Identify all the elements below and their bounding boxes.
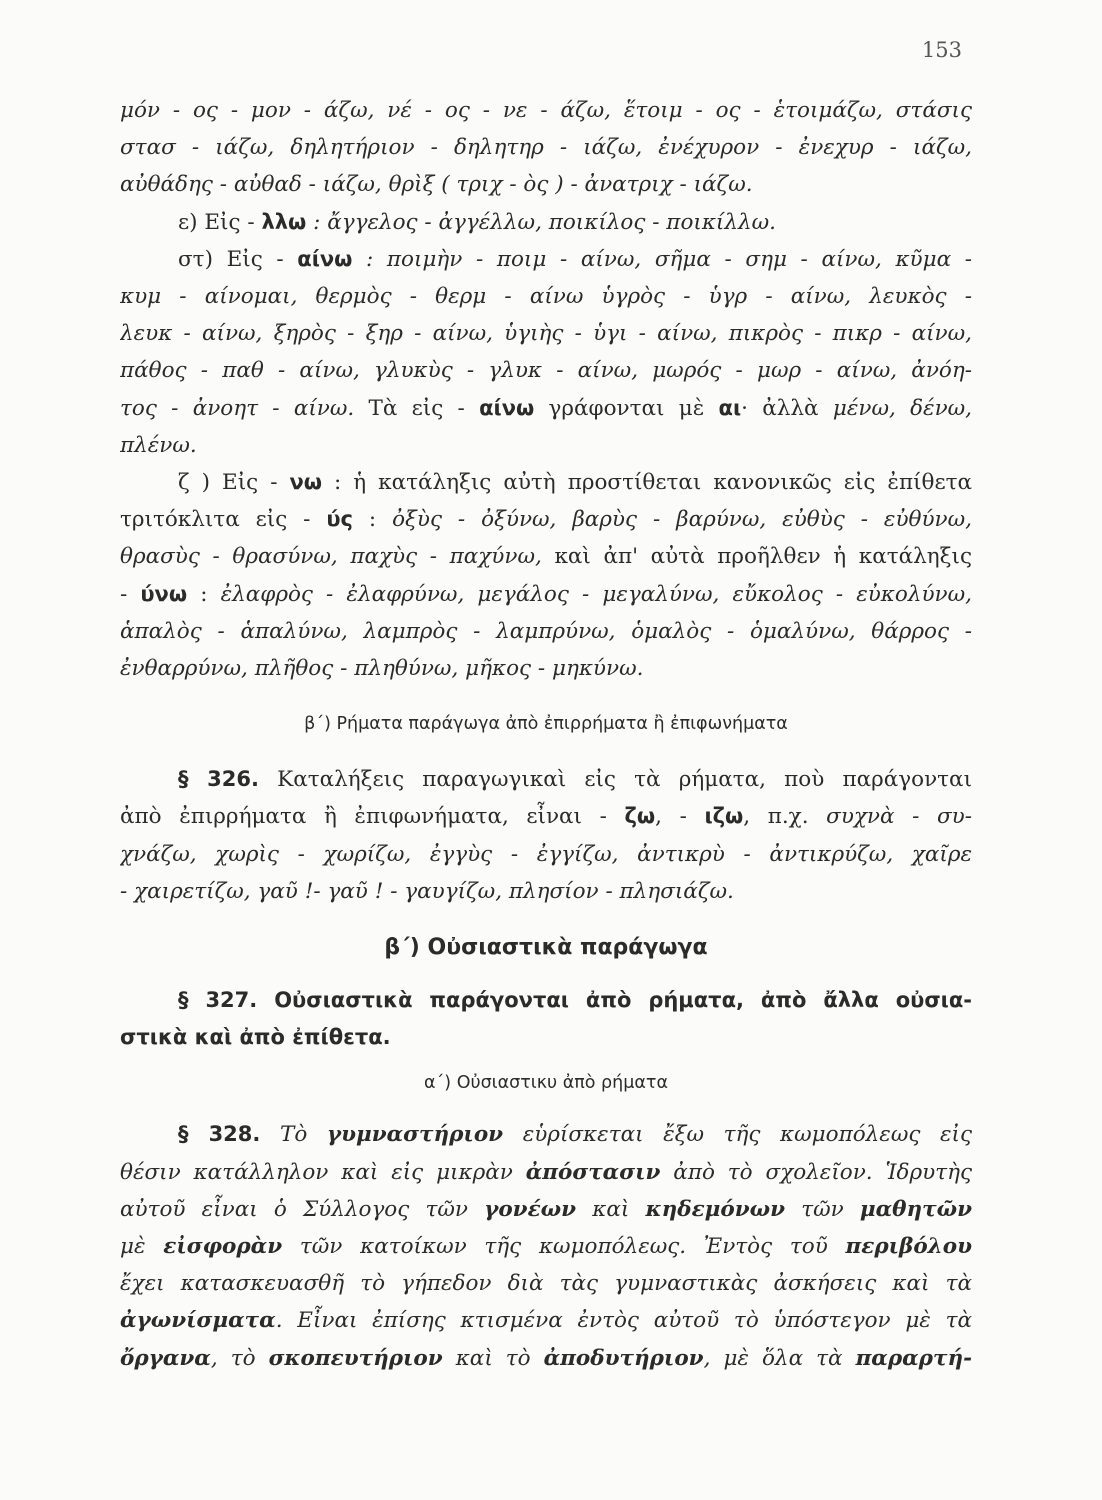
- bold-suffix: αίνω: [479, 395, 535, 420]
- text-span: τος - ἀνοητ - αίνω.: [120, 395, 355, 421]
- text-span: , μὲ ὅλα τὰ: [703, 1345, 856, 1371]
- text-line: [120, 982, 972, 1019]
- text-line: [120, 390, 972, 427]
- text-span: θέσιν κατάλληλον καὶ εἰς μικρὰν: [120, 1159, 526, 1185]
- paragraph-number: § 327.: [178, 988, 258, 1013]
- text-span: ζ ) Εἰς -: [178, 470, 290, 496]
- paragraph-327: [120, 982, 972, 1056]
- text-span: στ) Εἰς -: [178, 246, 298, 272]
- text-span: μὲ: [120, 1234, 164, 1260]
- text-span: -: [120, 581, 141, 607]
- bold-suffix: νω: [289, 470, 323, 495]
- bold-suffix: αίνω: [297, 246, 353, 271]
- text-line: χνάζω, χωρὶς - χωρίζω, ἐγγὺς - ἐγγίζω, ἀντικρὺ - ἀντικρύζω, χαῖρε: [120, 841, 972, 867]
- text-span: : ἄγγελος - ἀγγέλλω, ποικίλος - ποικίλλω.: [306, 209, 776, 235]
- text-span: · ἀλλὰ: [741, 395, 833, 421]
- text-span: ἀπὸ τὸ σχολεῖον. Ἱδρυτὴς: [660, 1159, 972, 1185]
- text-span: ὀξὺς - ὀξύνω, βαρὺς - βαρύνω, εὐθὺς - εὐθύνω,: [392, 507, 972, 533]
- text-line: μόν - ος - μον - άζω, νέ - ος - νε - άζω, ἕτοιμ - ος - ἑτοιμάζω, στάσις: [120, 98, 972, 123]
- paragraph-326: [120, 761, 972, 910]
- bold-suffix: ύνω: [140, 581, 188, 606]
- bold-term: γυμναστήριον: [326, 1122, 504, 1148]
- text-line: [120, 1302, 972, 1339]
- text-line: [120, 464, 972, 501]
- text-span: μένω, δένω,: [832, 395, 972, 421]
- text-span: Τὰ εἰς -: [354, 395, 480, 421]
- text-line: ἐνθαρρύνω, πλῆθος - πληθύνω, μῆκος - μηκύνω.: [120, 656, 644, 682]
- text-line: πάθος - παθ - αίνω, γλυκὺς - γλυκ - αίνω, μωρός - μωρ - αίνω, ἀνόη-: [120, 358, 972, 384]
- bold-term: γονέων: [484, 1196, 577, 1222]
- text-span: τῶν: [785, 1196, 860, 1222]
- bold-suffix: λλω: [261, 209, 307, 234]
- text-line: αὐθάδης - αὐθαδ - ιάζω, θρὶξ ( τριχ - ὸς ) - ἀνατριχ - ιάζω.: [120, 172, 753, 198]
- text-span: τριτόκλιτα εἰς -: [120, 507, 327, 533]
- text-line: στικὰ καὶ ἀπὸ ἐπίθετα.: [120, 1025, 391, 1050]
- text-span: Τὸ: [260, 1122, 327, 1148]
- bold-term: περιβόλου: [845, 1234, 972, 1260]
- text-line: ἔχει κατασκευασθῆ τὸ γήπεδον διὰ τὰς γυμναστικὰς ἀσκήσεις καὶ τὰ: [120, 1271, 972, 1297]
- paragraph-number: § 326.: [178, 767, 259, 792]
- text-span: θρασὺς - θρασύνω, παχὺς - παχύνω,: [120, 544, 542, 570]
- text-span: τῶν κατοίκων τῆς κωμοπόλεως. Ἐντὸς τοῦ: [282, 1234, 846, 1260]
- text-line: [120, 1340, 972, 1377]
- bold-term: εἰσφορὰν: [163, 1234, 283, 1260]
- section-heading-beta-verbs: β΄) Ρήματα παράγωγα ἀπὸ ἐπιρρήματα ἢ ἐπιφωνήματα: [304, 714, 788, 735]
- text-line: - χαιρετίζω, γαῦ !- γαῦ ! - γαυγίζω, πλησίον - πλησιάζω.: [120, 878, 734, 904]
- text-line: [120, 1154, 972, 1191]
- text-span: καὶ ἀπ' αὐτὰ προῆλθεν ἡ κατάληξις: [541, 544, 972, 570]
- text-span: :: [187, 581, 221, 607]
- text-span: γράφονται μὲ: [534, 395, 719, 421]
- text-line: [120, 1191, 972, 1228]
- bold-term: ἀποδυτήριον: [543, 1345, 704, 1371]
- text-span: :: [353, 507, 393, 533]
- text-span: συχνὰ - συ-: [826, 804, 972, 830]
- text-line: ἁπαλὸς - ἁπαλύνω, λαμπρὸς - λαμπρύνω, ὁμαλὸς - ὁμαλύνω, θάρρος -: [120, 618, 972, 644]
- text-line: [120, 1228, 972, 1265]
- text-line: στασ - ιάζω, δηλητήριον - δηλητηρ - ιάζω, ἐνέχυρον - ἐνεχυρ - ιάζω,: [120, 135, 972, 161]
- page-number: 153: [921, 38, 962, 62]
- bold-term: ἀγωνίσματα: [120, 1308, 276, 1334]
- text-span: καὶ: [576, 1196, 646, 1222]
- text-span: εὑρίσκεται ἔξω τῆς κωμοπόλεως εἰς: [503, 1122, 972, 1148]
- section-heading-alpha: α΄) Οὐσιαστικυ ἀπὸ ρήματα: [424, 1073, 668, 1094]
- text-line: [120, 204, 972, 241]
- block-alpha-verbs: [120, 92, 972, 687]
- page-body: [120, 92, 972, 1377]
- paragraph-number: § 328.: [178, 1122, 261, 1147]
- text-span: καὶ τὸ: [442, 1345, 544, 1371]
- text-line: [120, 576, 972, 613]
- text-line: κυμ - αίνομαι, θερμὸς - θερμ - αίνω ὑγρὸς - ὑγρ - αίνω, λευκὸς -: [120, 284, 972, 310]
- bold-term: παραρτή-: [855, 1345, 972, 1371]
- text-line: λευκ - αίνω, ξηρὸς - ξηρ - αίνω, ὑγιὴς - ὑγι - αίνω, πικρὸς - πικρ - αίνω,: [120, 321, 972, 347]
- text-span: , π.χ.: [743, 804, 827, 830]
- paragraph-328: [120, 1116, 972, 1376]
- bold-suffix: αι: [718, 395, 742, 420]
- text-line: πλένω.: [120, 432, 197, 458]
- bold-term: κηδεμόνων: [645, 1196, 786, 1222]
- text-span: ἀπὸ ἐπιρρήματα ἢ ἐπιφωνήματα, εἶναι -: [120, 804, 625, 830]
- bold-suffix: ύς: [326, 507, 353, 532]
- text-line: [120, 1116, 972, 1153]
- text-span: , τὸ: [210, 1345, 269, 1371]
- text-span: Καταλήξεις παραγωγικαὶ εἰς τὰ ρήματα, ποὺ παράγονται: [258, 767, 972, 793]
- section-heading-beta-nouns: β΄) Οὐσιαστικὰ παράγωγα: [384, 935, 708, 961]
- text-span: Οὐσιαστικὰ παράγονται ἀπὸ ρήματα, ἀπὸ ἄλλα οὐσια-: [257, 988, 972, 1013]
- text-line: [120, 538, 972, 575]
- text-line: [120, 798, 972, 835]
- text-line: [120, 241, 972, 278]
- bold-suffix: ιζω: [704, 804, 744, 829]
- text-line: [120, 501, 972, 538]
- text-span: αὐτοῦ εἶναι ὁ Σύλλογος τῶν: [120, 1196, 485, 1222]
- text-span: ἐλαφρὸς - ἐλαφρύνω, μεγάλος - μεγαλύνω, εὔκολος - εὐκολύνω,: [220, 581, 972, 607]
- bold-term: σκοπευτήριον: [268, 1345, 443, 1371]
- bold-term: ὄργανα: [120, 1345, 211, 1371]
- bold-term: μαθητῶν: [859, 1196, 972, 1222]
- bold-suffix: ζω: [624, 804, 656, 829]
- text-span: . Εἶναι ἐπίσης κτισμένα ἐντὸς αὐτοῦ τὸ ὑπόστεγον μὲ τὰ: [275, 1308, 972, 1334]
- text-span: , -: [655, 804, 705, 830]
- text-span: : ποιμὴν - ποιμ - αίνω, σῆμα - σημ - αίνω, κῦμα -: [352, 246, 972, 272]
- text-span: ε) Εἰς -: [178, 209, 262, 235]
- bold-term: ἀπόστασιν: [525, 1159, 661, 1185]
- text-line: [120, 761, 972, 798]
- text-span: : ἡ κατάληξις αὐτὴ προστίθεται κανονικῶς εἰς ἐπίθετα: [322, 470, 972, 496]
